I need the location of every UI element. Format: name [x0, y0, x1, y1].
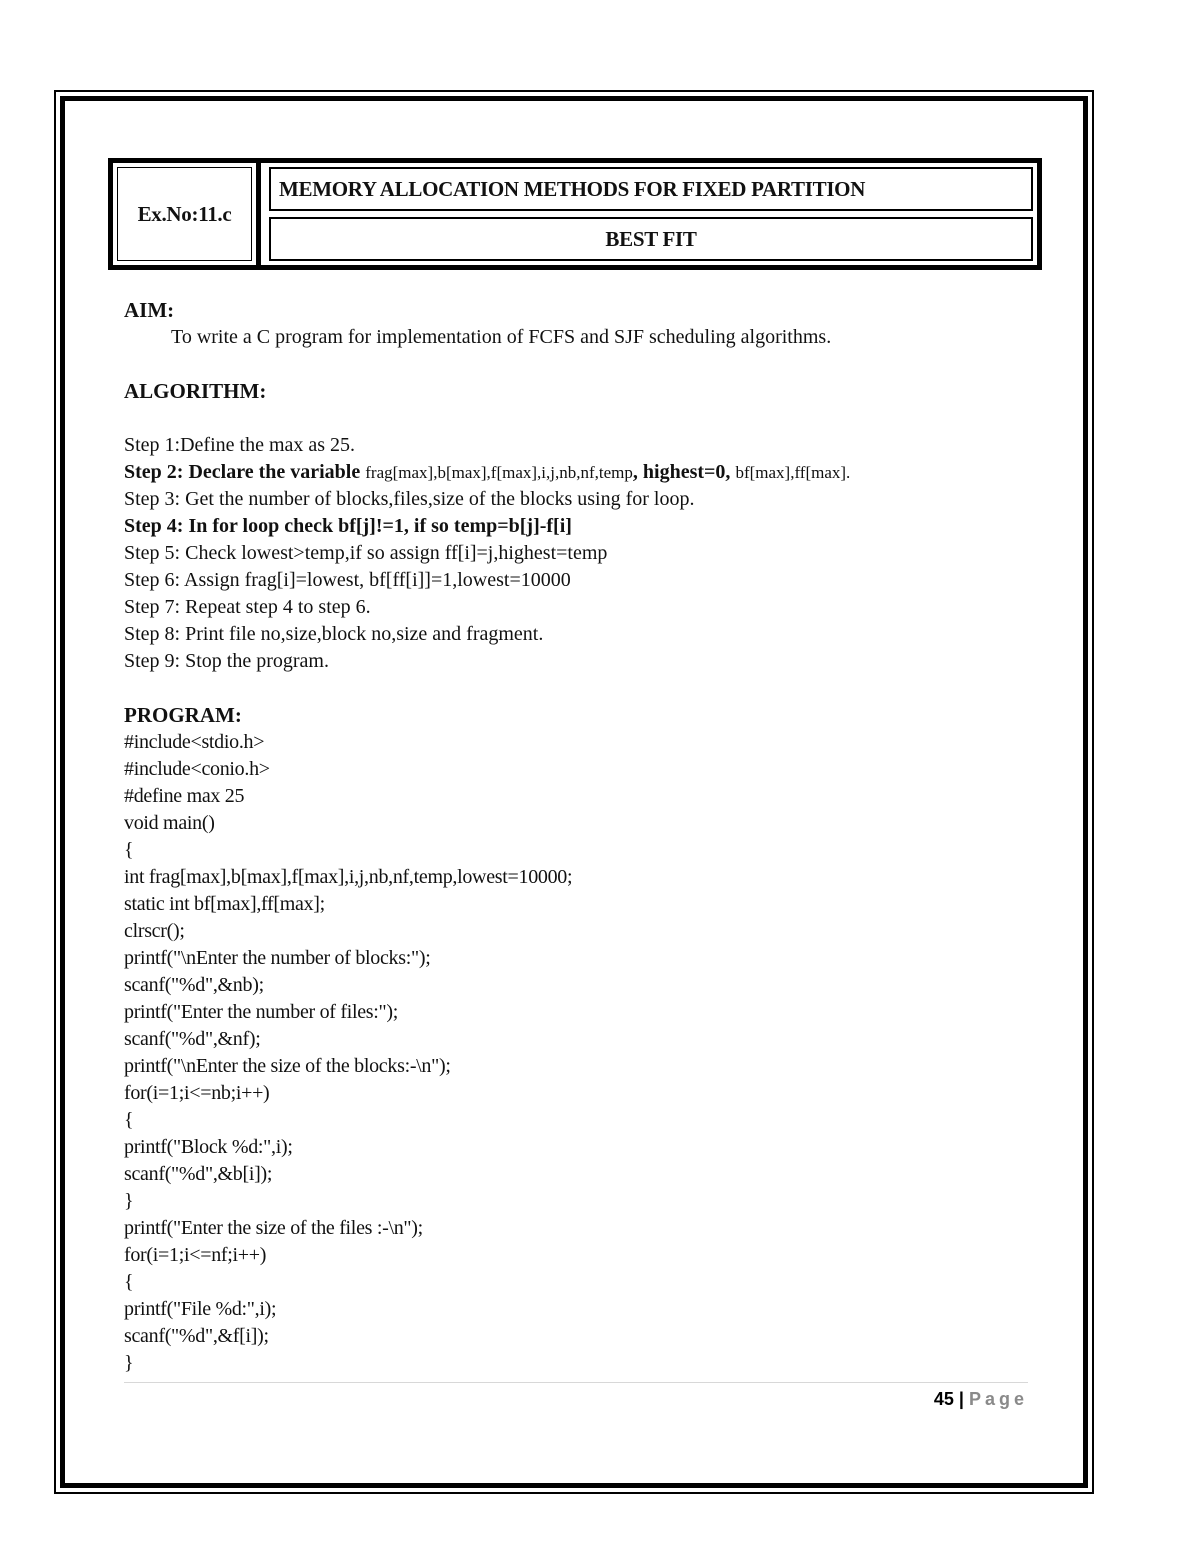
program-heading: PROGRAM:	[124, 703, 242, 727]
code-line: printf("Enter the number of files:");	[124, 1001, 399, 1023]
step-2-label: Step 2: Declare the variable	[124, 461, 366, 483]
algorithm-heading: ALGORITHM:	[124, 379, 267, 403]
page-separator: |	[958, 1389, 964, 1409]
code-line: }	[124, 1352, 134, 1374]
code-line: scanf("%d",&b[i]);	[124, 1163, 273, 1185]
step-2-variables: frag[max],b[max],f[max],i,j,nb,nf,temp	[365, 463, 633, 482]
code-line: void main()	[124, 812, 215, 834]
code-line: #include<stdio.h>	[124, 731, 265, 753]
code-line: scanf("%d",&nf);	[124, 1028, 261, 1050]
subtitle-cell	[269, 217, 1033, 261]
algorithm-steps	[124, 432, 1024, 675]
code-line: static int bf[max],ff[max];	[124, 893, 325, 915]
step-4: Step 4: In for loop check bf[j]!=1, if so temp=b[j]-f[i]	[124, 515, 572, 537]
document-body	[124, 297, 1024, 1377]
code-line: int frag[max],b[max],f[max],i,j,nb,nf,temp,lowest=10000;	[124, 866, 573, 888]
code-line: {	[124, 1109, 134, 1131]
title-cell	[269, 167, 1033, 211]
step-2-highest: , highest=0,	[632, 461, 736, 483]
code-line: printf("Block %d:",i);	[124, 1136, 293, 1158]
code-line: printf("Enter the size of the files :-\n");	[124, 1217, 423, 1239]
code-line: printf("\nEnter the size of the blocks:-\n");	[124, 1055, 451, 1077]
page-number: 45	[933, 1389, 954, 1409]
program-code	[124, 729, 1024, 1377]
code-line: #include<conio.h>	[124, 758, 270, 780]
code-line: printf("File %d:",i);	[124, 1298, 277, 1320]
exercise-header-table	[108, 158, 1042, 270]
code-line: scanf("%d",&nb);	[124, 974, 264, 996]
step-2	[124, 459, 1024, 486]
page-footer	[934, 1386, 1028, 1412]
step-2-arrays: bf[max],ff[max].	[735, 463, 851, 482]
exercise-number: Ex.No:11.c	[137, 201, 232, 226]
exercise-number-cell	[113, 163, 261, 265]
code-line: for(i=1;i<=nf;i++)	[124, 1244, 267, 1266]
aim-heading: AIM:	[124, 298, 175, 322]
footer-divider	[124, 1382, 1028, 1383]
code-line: printf("\nEnter the number of blocks:");	[124, 947, 431, 969]
code-line: #define max 25	[124, 785, 245, 807]
code-line: clrscr();	[124, 920, 185, 942]
step-3: Step 3: Get the number of blocks,files,size of the blocks using for loop.	[124, 488, 695, 510]
code-line: for(i=1;i<=nb;i++)	[124, 1082, 270, 1104]
code-line: scanf("%d",&f[i]);	[124, 1325, 269, 1347]
step-1: Step 1:Define the max as 25.	[124, 434, 356, 456]
step-7: Step 7: Repeat step 4 to step 6.	[124, 596, 371, 618]
step-6: Step 6: Assign frag[i]=lowest, bf[ff[i]]=1,lowest=10000	[124, 569, 571, 591]
code-line: }	[124, 1190, 134, 1212]
aim-text: To write a C program for implementation of FCFS and SJF scheduling algorithms.	[171, 326, 832, 348]
code-line: {	[124, 1271, 134, 1293]
exercise-title: MEMORY ALLOCATION METHODS FOR FIXED PARTITION	[279, 176, 866, 201]
exercise-subtitle: BEST FIT	[605, 226, 697, 251]
step-5: Step 5: Check lowest>temp,if so assign ff[i]=j,highest=temp	[124, 542, 608, 564]
step-9: Step 9: Stop the program.	[124, 650, 329, 672]
page-word: Page	[968, 1389, 1028, 1409]
step-8: Step 8: Print file no,size,block no,size and fragment.	[124, 623, 544, 645]
code-line: {	[124, 839, 134, 861]
